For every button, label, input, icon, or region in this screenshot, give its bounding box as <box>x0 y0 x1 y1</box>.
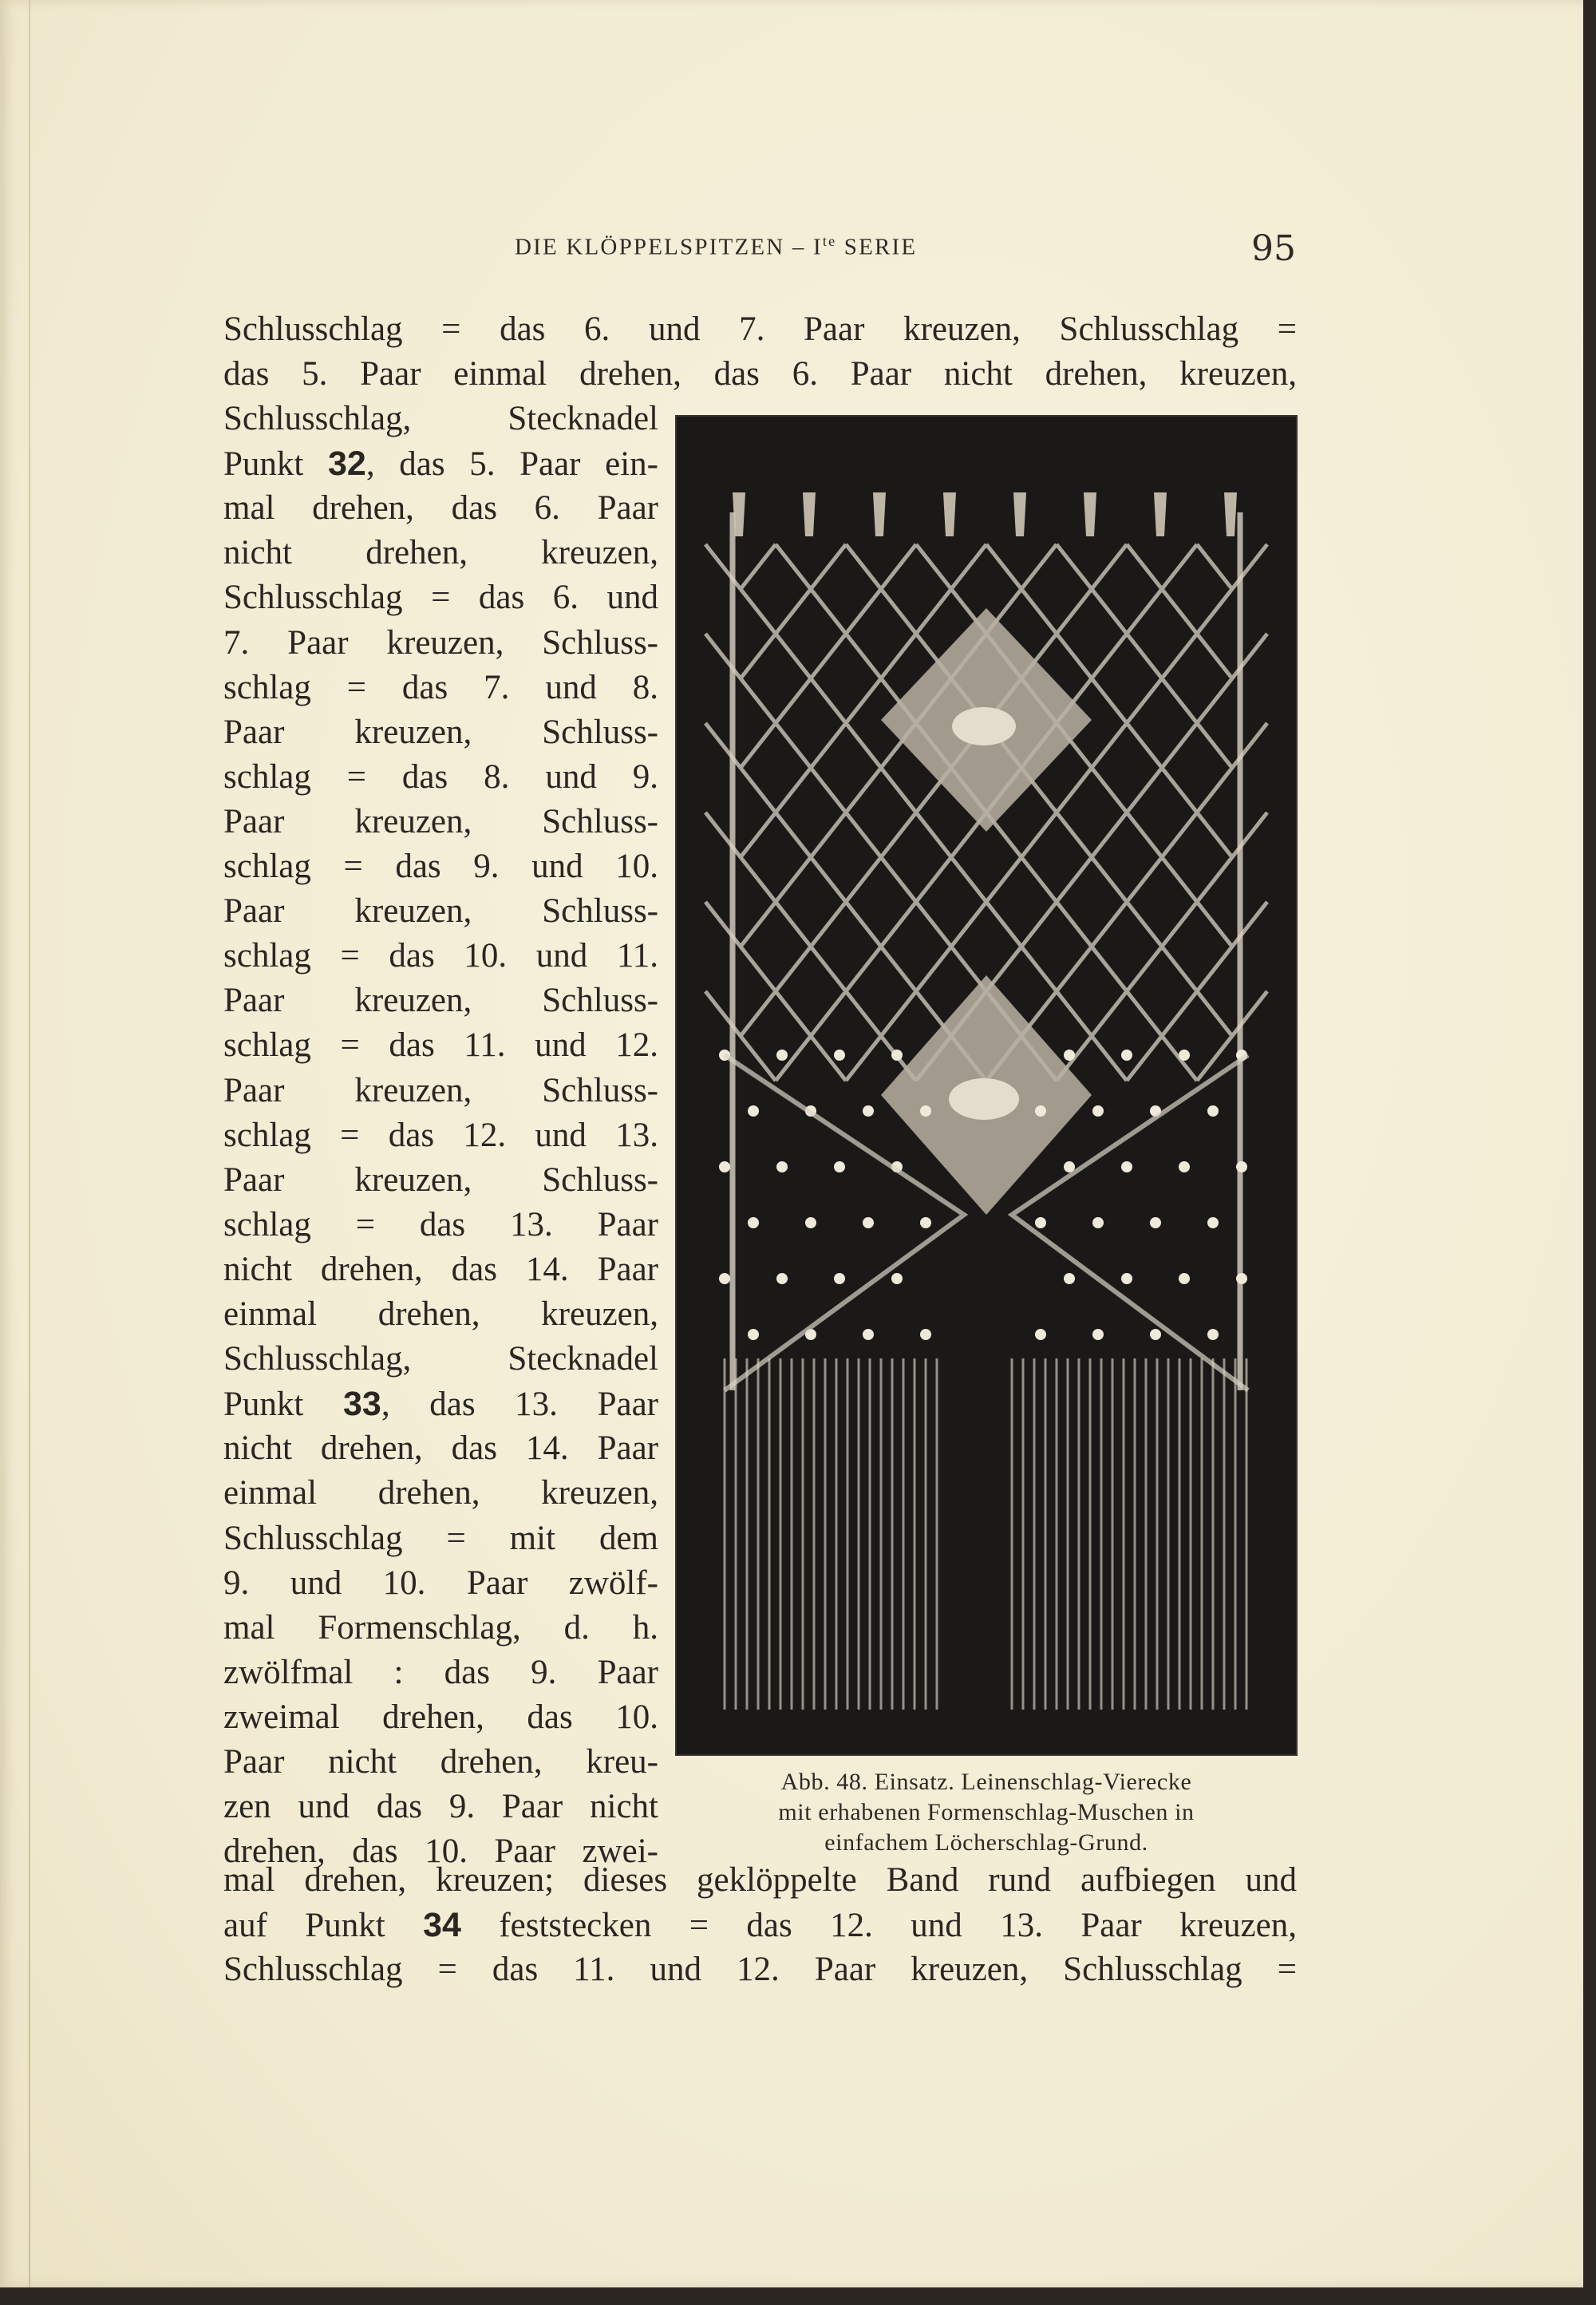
pin-head <box>920 1329 931 1340</box>
lace-photograph <box>677 417 1296 1754</box>
pin-head <box>1092 1329 1104 1340</box>
point-number: 33 <box>343 1385 381 1424</box>
pin-head <box>891 1050 903 1061</box>
top-thread-loop <box>803 492 816 536</box>
pin-head <box>748 1217 759 1228</box>
top-thread-loop <box>1224 492 1237 536</box>
pin-head <box>776 1273 788 1284</box>
hanging-threads <box>725 1358 1246 1710</box>
text-line: zweimal drehen, das 10. <box>223 1698 658 1736</box>
pin-head <box>863 1329 874 1340</box>
pin-head <box>776 1161 788 1172</box>
pin-head <box>1035 1217 1046 1228</box>
top-thread-loop <box>943 492 956 536</box>
text-line: Schlusschlag, Stecknadel <box>223 400 658 437</box>
text-line: das 5. Paar einmal drehen, das 6. Paar nicht drehen, kreuzen, <box>223 355 1297 393</box>
binding-gutter <box>29 0 30 2287</box>
pin-head <box>1064 1273 1075 1284</box>
pin-head <box>1207 1105 1219 1117</box>
pin-head <box>1121 1161 1132 1172</box>
text-line: Paar kreuzen, Schluss- <box>223 1071 658 1109</box>
text-line: drehen, das 10. Paar zwei- <box>223 1833 658 1871</box>
pin-head <box>1236 1273 1247 1284</box>
pin-head <box>1121 1273 1132 1284</box>
text-line: Paar kreuzen, Schluss- <box>223 892 658 931</box>
text-line: schlag = das 13. Paar <box>223 1205 658 1243</box>
text-line: Schlusschlag = das 11. und 12. Paar kreuzen, Schlusschlag = <box>223 1951 1297 1989</box>
pin-head <box>748 1105 759 1117</box>
top-thread-loop <box>873 492 886 536</box>
pin-head <box>863 1105 874 1117</box>
text-line: zwölfmal : das 9. Paar <box>223 1653 658 1691</box>
text-line: Schlusschlag = mit dem <box>223 1519 658 1557</box>
top-thread-loop <box>1084 492 1096 536</box>
pin-head <box>776 1050 788 1061</box>
text-line: mal drehen, kreuzen; dieses geklöppelte Band rund aufbiegen und <box>223 1861 1297 1899</box>
pin-head <box>748 1329 759 1340</box>
text-line: schlag = das 8. und 9. <box>223 757 658 796</box>
top-thread-loop <box>1013 492 1026 536</box>
text-line: Paar kreuzen, Schluss- <box>223 982 658 1020</box>
pin-head <box>1035 1105 1046 1117</box>
pin-head <box>834 1161 845 1172</box>
text-line: nicht drehen, das 14. Paar <box>223 1250 658 1288</box>
running-title-end: SERIE <box>836 234 918 260</box>
running-title <box>515 233 917 261</box>
pin-head <box>1150 1217 1161 1228</box>
pin-head <box>719 1161 730 1172</box>
text-line: einmal drehen, kreuzen, <box>223 1295 658 1333</box>
text-line: Paar kreuzen, Schluss- <box>223 1160 658 1199</box>
point-number: 32 <box>328 445 366 484</box>
caption-line: einfachem Löcherschlag-Grund. <box>824 1829 1148 1856</box>
text-line: Punkt 33, das 13. Paar <box>223 1385 658 1424</box>
text-line: 7. Paar kreuzen, Schluss- <box>223 623 658 662</box>
text-line: Schlusschlag, Stecknadel <box>223 1340 658 1378</box>
pin-head <box>1092 1217 1104 1228</box>
text-line: mal Formenschlag, d. h. <box>223 1608 658 1647</box>
pin-head <box>805 1217 816 1228</box>
caption-line: mit erhabenen Formenschlag-Muschen in <box>778 1799 1195 1825</box>
pin-head <box>1179 1273 1190 1284</box>
text-line: schlag = das 12. und 13. <box>223 1116 658 1154</box>
text-line: Paar kreuzen, Schluss- <box>223 713 658 751</box>
text-line: schlag = das 10. und 11. <box>223 937 658 975</box>
text-line: Schlusschlag = das 6. und <box>223 579 658 617</box>
text-line: auf Punkt 34 feststecken = das 12. und 13. Paar kreuzen, <box>223 1906 1297 1945</box>
pin-head <box>1236 1161 1247 1172</box>
pin-head <box>834 1050 845 1061</box>
pin-head <box>1207 1329 1219 1340</box>
text-line: schlag = das 7. und 8. <box>223 668 658 706</box>
pin-head <box>719 1273 730 1284</box>
pin-head <box>1207 1217 1219 1228</box>
raised-tally-upper <box>952 707 1016 745</box>
caption-line: Abb. 48. Einsatz. Leinenschlag-Vierecke <box>780 1769 1192 1795</box>
raised-tally-lower <box>949 1078 1019 1120</box>
pin-head <box>1150 1329 1161 1340</box>
pin-head <box>863 1217 874 1228</box>
pin-head <box>1179 1050 1190 1061</box>
text-line: nicht drehen, das 14. Paar <box>223 1429 658 1468</box>
running-title-text: DIE KLÖPPELSPITZEN – I <box>515 234 823 260</box>
running-title-superscript: te <box>822 233 837 249</box>
text-line: einmal drehen, kreuzen, <box>223 1474 658 1512</box>
pin-head <box>891 1273 903 1284</box>
point-number: 34 <box>423 1906 461 1945</box>
pin-head <box>1035 1329 1046 1340</box>
text-line: zen und das 9. Paar nicht <box>223 1788 658 1826</box>
pin-head <box>1121 1050 1132 1061</box>
pin-head <box>1064 1050 1075 1061</box>
page-header <box>0 228 1583 269</box>
top-thread-loop <box>1154 492 1167 536</box>
text-line: Schlusschlag = das 6. und 7. Paar kreuzen, Schlusschlag = <box>223 310 1297 348</box>
pin-head <box>1179 1161 1190 1172</box>
text-line: Punkt 32, das 5. Paar ein- <box>223 445 658 484</box>
bobbin-lace-insertion-image <box>677 417 1296 1754</box>
page-number: 95 <box>1251 228 1296 269</box>
text-line: schlag = das 9. und 10. <box>223 848 658 885</box>
pin-head <box>1092 1105 1104 1117</box>
pin-head <box>920 1217 931 1228</box>
text-line: Paar nicht drehen, kreu- <box>223 1743 658 1781</box>
text-line: Paar kreuzen, Schluss- <box>223 802 658 840</box>
text-line: mal drehen, das 6. Paar <box>223 489 658 528</box>
pin-head <box>920 1105 931 1117</box>
text-line: nicht drehen, kreuzen, <box>223 534 658 572</box>
text-line: 9. und 10. Paar zwölf- <box>223 1564 658 1602</box>
pin-head <box>834 1273 845 1284</box>
text-line: schlag = das 11. und 12. <box>223 1026 658 1065</box>
